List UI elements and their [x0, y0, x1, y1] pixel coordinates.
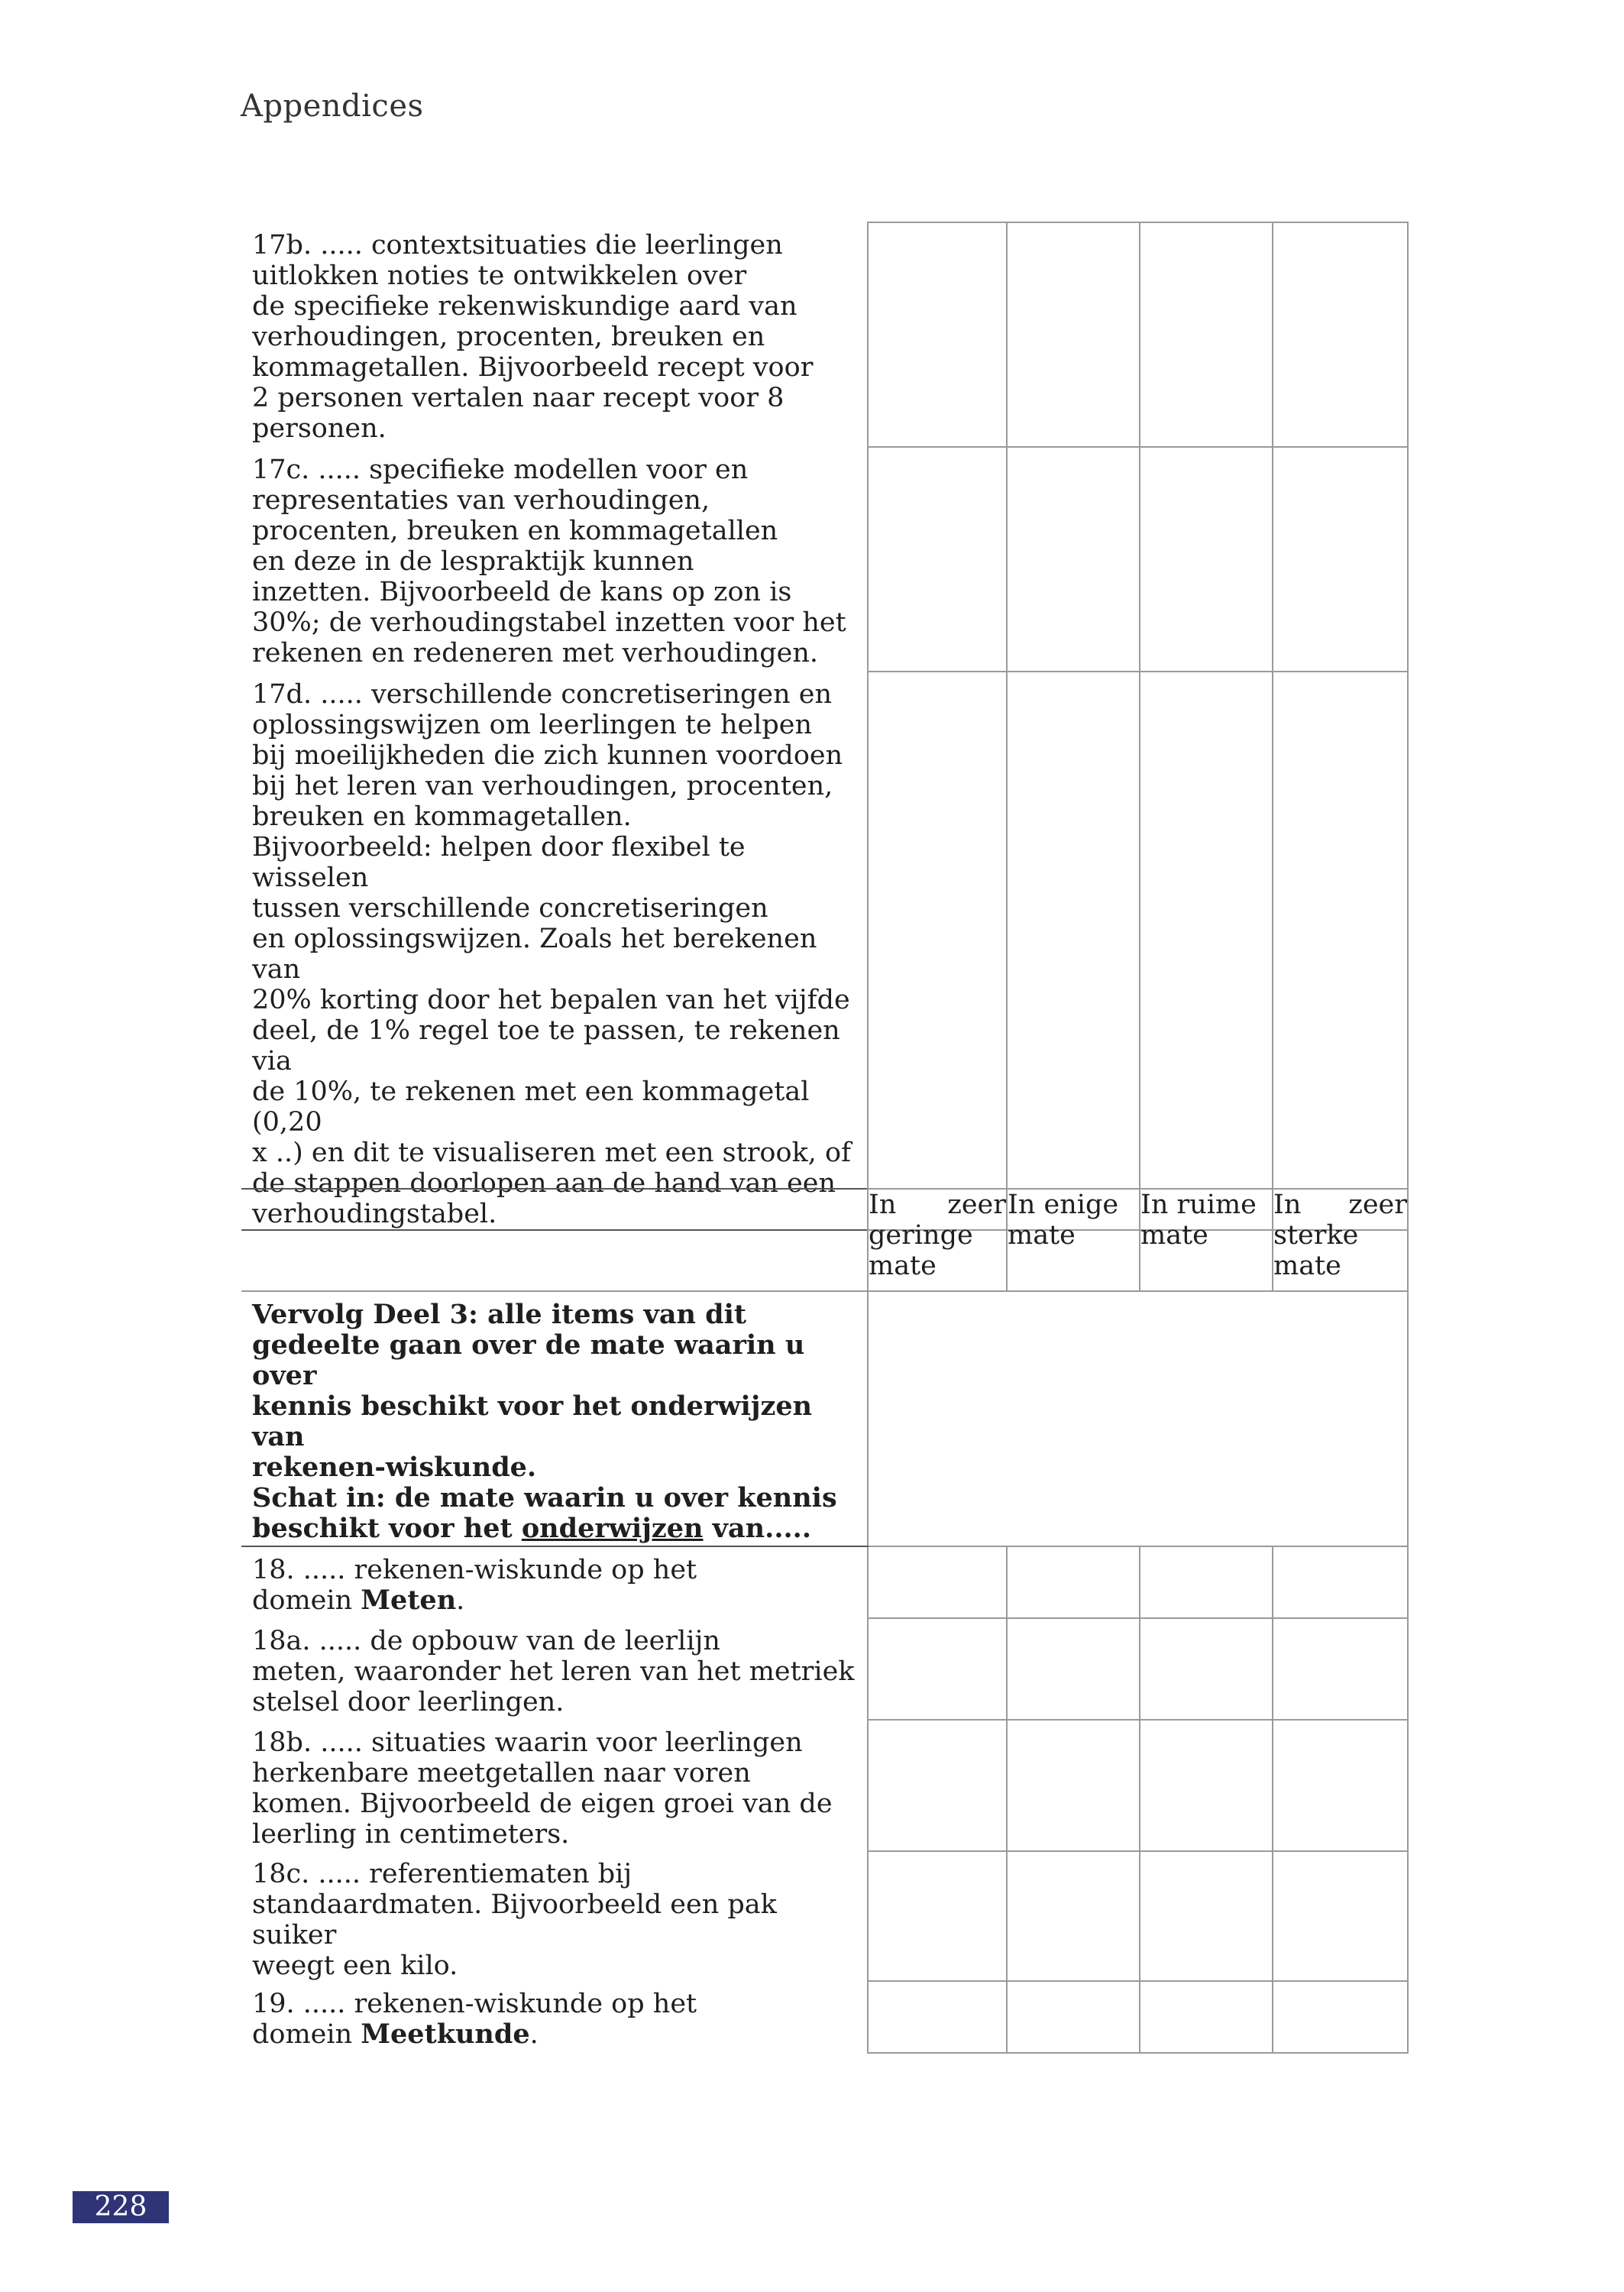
scale-header-row	[241, 1189, 1408, 1291]
rating-cell[interactable]	[1140, 1618, 1273, 1720]
table-18-19	[241, 1188, 1409, 2054]
section-row	[241, 1291, 1408, 1546]
table-row	[241, 1851, 1408, 1981]
table-row	[241, 447, 1408, 672]
table-row	[241, 222, 1408, 447]
underlined-term: onderwijzen	[521, 1513, 704, 1544]
rating-cell[interactable]	[1140, 1851, 1273, 1981]
page-number: 228	[73, 2191, 169, 2223]
rating-cell[interactable]	[1140, 1546, 1273, 1618]
rating-cell[interactable]	[1273, 1618, 1408, 1720]
rating-cell[interactable]	[868, 1618, 1007, 1720]
rating-cell[interactable]	[1007, 447, 1140, 672]
rating-cell[interactable]	[1007, 672, 1140, 1230]
rating-cell[interactable]	[868, 1720, 1007, 1851]
rating-cell[interactable]	[1273, 447, 1408, 672]
table-row	[241, 1546, 1408, 1618]
rating-cell[interactable]	[868, 447, 1007, 672]
section-instructions: Vervolg Deel 3: alle items van dit gedeelte gaan over de mate waarin u over kennis beschikt voor het onderwijzen van rekenen-wiskunde. Schat in: de mate waarin u over kennis beschikt voor het onderwijzen van.....	[241, 1291, 868, 1546]
rating-cell[interactable]	[1273, 672, 1408, 1230]
rating-cell[interactable]	[1007, 222, 1140, 447]
rating-cell[interactable]	[868, 672, 1007, 1230]
rating-cell[interactable]	[868, 1546, 1007, 1618]
section-blank-cell	[868, 1291, 1408, 1546]
table-row	[241, 1720, 1408, 1851]
rating-cell[interactable]	[1007, 1546, 1140, 1618]
rating-cell[interactable]	[1273, 222, 1408, 447]
question-18: 18. ..... rekenen-wiskunde op het domein Meten.	[241, 1546, 868, 1618]
question-18c: 18c. ..... referentiematen bij standaardmaten. Bijvoorbeeld een pak suiker weegt een kilo.	[241, 1851, 868, 1981]
rating-cell[interactable]	[1273, 1981, 1408, 2053]
rating-cell[interactable]	[1140, 222, 1273, 447]
question-18b: 18b. ..... situaties waarin voor leerlingen herkenbare meetgetallen naar voren komen. Bijvoorbeeld de eigen groei van de leerling in centimeters.	[241, 1720, 868, 1851]
running-title: Appendices	[241, 89, 424, 124]
rating-cell[interactable]	[868, 1981, 1007, 2053]
rating-cell[interactable]	[1273, 1851, 1408, 1981]
scale-ample: In ruime mate	[1140, 1189, 1273, 1291]
question-17d: 17d. ..... verschillende concretiseringen en oplossingswijzen om leerlingen te helpen bij moeilijkheden die zich kunnen voordoen bij het leren van verhoudingen, procenten, breuken en kommagetallen. Bijvoorbeeld: helpen door flexibel te wisselen tussen verschillende concretiseringen en oplossingswijzen. Zoals het berekenen van 20% korting door het bepalen van het vijfde deel, de 1% regel toe te passen, te rekenen via de 10%, te rekenen met een kommagetal (0,20 x ..) en dit te visualiseren met een strook, of de stappen doorlopen aan de hand van een verhoudingstabel.	[241, 672, 868, 1230]
question-17b: 17b. ..... contextsituaties die leerlingen uitlokken noties te ontwikkelen over de specifieke rekenwiskundige aard van verhoudingen, procenten, breuken en kommagetallen. Bijvoorbeeld recept voor 2 personen vertalen naar recept voor 8 personen.	[241, 222, 868, 447]
question-19: 19. ..... rekenen-wiskunde op het domein Meetkunde.	[241, 1981, 868, 2053]
question-18a: 18a. ..... de opbouw van de leerlijn meten, waaronder het leren van het metriek stelsel door leerlingen.	[241, 1618, 868, 1720]
rating-cell[interactable]	[1273, 1546, 1408, 1618]
rating-cell[interactable]	[1007, 1981, 1140, 2053]
scale-very-high: In zeer sterke mate	[1273, 1189, 1408, 1291]
rating-cell[interactable]	[1007, 1618, 1140, 1720]
rating-cell[interactable]	[868, 222, 1007, 447]
rating-cell[interactable]	[868, 1851, 1007, 1981]
rating-cell[interactable]	[1140, 1981, 1273, 2053]
rating-cell[interactable]	[1007, 1851, 1140, 1981]
table-row	[241, 1981, 1408, 2053]
question-17c: 17c. ..... specifieke modellen voor en representaties van verhoudingen, procenten, breuken en kommagetallen en deze in de lespraktijk kunnen inzetten. Bijvoorbeeld de kans op zon is 30%; de verhoudingstabel inzetten voor het rekenen en redeneren met verhoudingen.	[241, 447, 868, 672]
rating-cell[interactable]	[1140, 447, 1273, 672]
rating-cell[interactable]	[1273, 1720, 1408, 1851]
scale-very-low: In zeer geringe mate	[868, 1189, 1007, 1291]
rating-cell[interactable]	[1140, 672, 1273, 1230]
scale-some: In enige mate	[1007, 1189, 1140, 1291]
table-row	[241, 1618, 1408, 1720]
table-17	[241, 222, 1409, 1231]
header-blank-cell	[241, 1189, 868, 1291]
table-row	[241, 672, 1408, 1230]
rating-cell[interactable]	[1140, 1720, 1273, 1851]
rating-cell[interactable]	[1007, 1720, 1140, 1851]
